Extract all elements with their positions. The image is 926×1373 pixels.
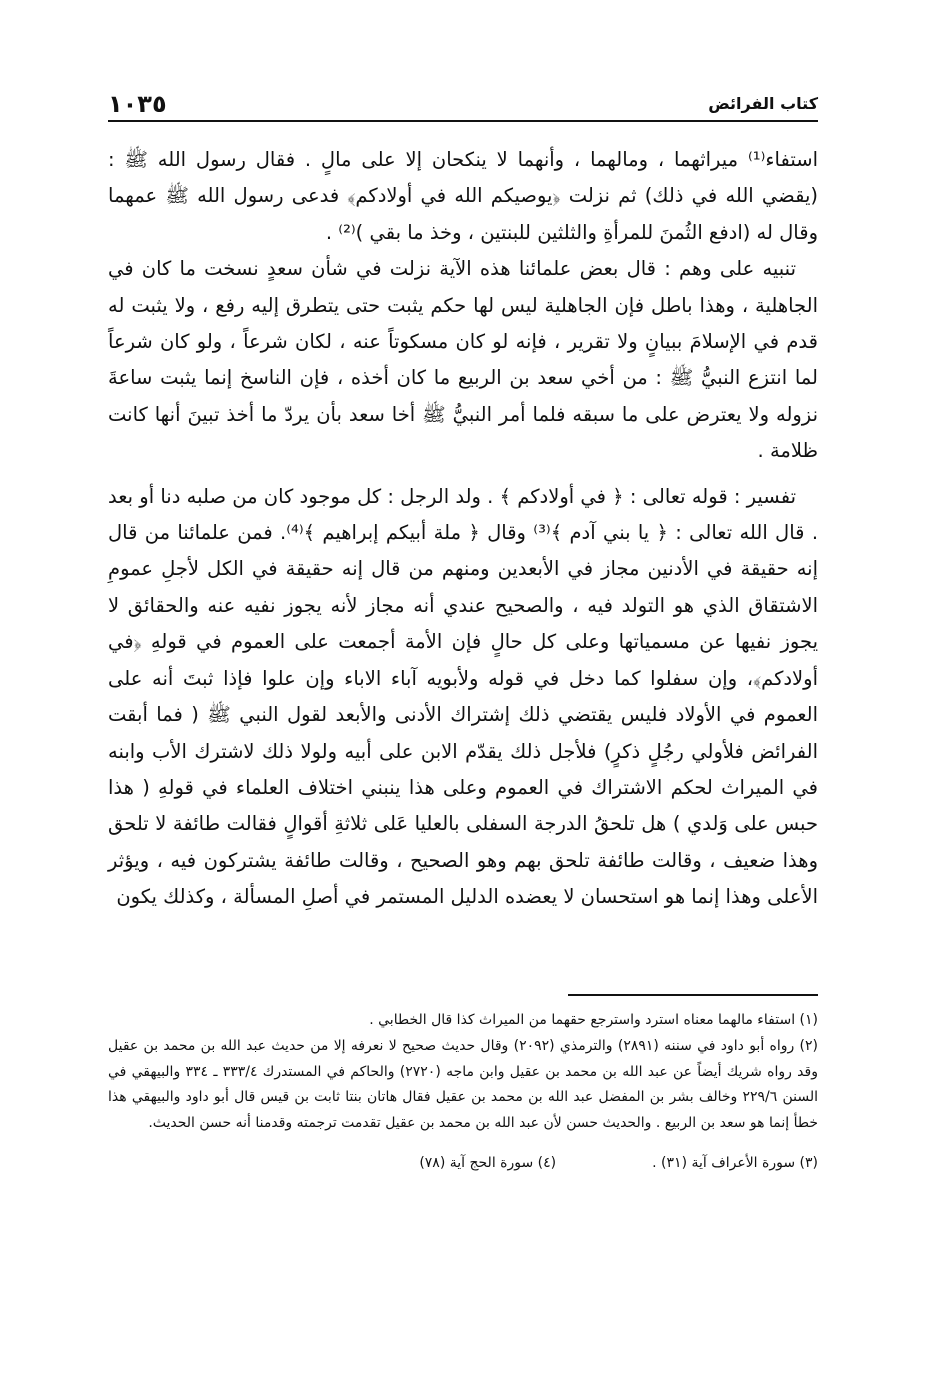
footnote-1: (١) استفاء مالهما معناه استرد واسترجع حقهما من الميراث كذا قال الخطابي . [369, 1012, 818, 1028]
footnote-2: (٢) رواه أبو داود في سننه (٢٨٩١) والترمذي (٢٠٩٢) وقال حديث صحيح لا نعرفه إلا من حديث عبد الله بن محمد بن عقيل وقد رواه شريك أيضاً عن عبد الله بن محمد بن عقيل وابن ماجه (٢٧٢٠) والحاكم في المستدرك ٣٣٣/٤ ـ ٣٣٤ والبيهقي في السنن ٢٢٩/٦ وخالف بشر بن المفضل عبد الله بن محمد بن عقيل فقال هاتان بنتا ثابت بن قيس قال أبو داود والبيهقي هذا خطأ إنما هو سعد بن الربيع . والحديث حسن لأن عبد الله بن محمد بن عقيل تقدمت ترجمته وقدمنا أنه حسن الحديث. [108, 1037, 819, 1132]
footnotes [108, 1008, 818, 1177]
paragraph-warning: تنبيه على وهم : قال بعض علمائنا هذه الآية نزلت في شأن سعدٍ نسخت ما كان في الجاهلية ، وهذا باطل فإن الجاهلية ليس لها حكم يثبت حتى يتطرق إليه رفع ، ولا يثبت له قدم في الإسلامَ ببيانٍ ولا تقرير ، فإنه لو كان مسكوتاً عنه ، لكان شرعاً ، ولو كان شرعاً لما انتزع النبيُّ ﷺ : من أخي سعد بن الربيع ما كان أخذه ، فإن الناسخ إنما يثبت ساعةَ نزوله ولا يعترض على ما سبقه فلما أمر النبيُّ ﷺ أخا سعد بأن يردّ ما أخذ تبينَ أنها كانت ظلامة . [108, 257, 818, 463]
footnote-row [108, 1151, 818, 1177]
main-text [108, 142, 818, 916]
page-header [108, 84, 818, 122]
footnote-3: (٣) سورة الأعراف آية (٣١) . [652, 1154, 818, 1171]
paragraph-continuation: استفاء⁽¹⁾ ميراثهما ، ومالهما ، وأنهما لا ينكحان إلا على مالٍ . فقال رسول الله ﷺ : (يقضي الله في ذلك) ثم نزلت ﴿يوصيكم الله في أولادكم﴾ فدعى رسول الله ﷺ عمهما وقال له (ادفع الثُمنَ للمرأةِ والثلثين للبنتين ، وخذ ما بقي )⁽²⁾ . [108, 148, 818, 244]
paragraph-tafsir: تفسير : قوله تعالى : ﴿ في أولادكم ﴾ . ولد الرجل : كل موجود كان من صلبه دنا أو بعد . قال الله تعالى : ﴿ يا بني آدم ﴾⁽³⁾ وقال ﴿ ملة أبيكم إبراهيم ﴾⁽⁴⁾. فمن علمائنا من قال إنه حقيقة في الأدنين مجاز في الأبعدين ومنهم من قال إنه حقيقة في الكل لأجلِ عمومِ الاشتقاق الذي هو التولد فيه ، والصحيح عندي أنه مجاز لأنه يجوز نفيه عنه والحقائق لا يجوز نفيها عن مسمياتها وعلى كل حالٍ فإن الأمة أجمعت على العموم في قولهِ ﴿في أولادكم﴾، وإن سفلوا كما دخل في قوله ولأبويه آباء الاباء وإن علوا فإذا ثبتَ أنه على العموم في الأولاد فليس يقتضي ذلك إشتراك الأدنى والأبعد لقول النبي ﷺ ( فما أبقت الفرائض فلأولي رجُلٍ ذكرٍ) فلأجل ذلك يقدّم الابن على أبيه ولولا ذلك لاشترك الأب وابنه في الميراث لحكم الاشتراك في العموم وعلى هذا ينبني اختلاف العلماء في قولهِ ( هذا حبس على وَلدي ) هل تلحقُ الدرجة السفلى بالعليا عَلى ثلاثةِ أقوالٍ فقالت طائفة لا تلحق وهذا ضعيف ، وقالت طائفة تلحق بهم وهو الصحيح ، وقالت طائفة يشتركون فيه ، ويؤثر الأعلى وهذا إنما هو استحسان لا يعضده الدليل المستمر في أصلِ المسألة ، وكذلك يكون [108, 484, 819, 909]
footnote-divider [568, 994, 818, 996]
book-title: كتاب الفرائض [708, 94, 818, 113]
page-number: ١٠٣٥ [108, 90, 167, 118]
book-page [108, 84, 819, 1171]
footnote-4: (٤) سورة الحج آية (٧٨) [419, 1154, 557, 1171]
